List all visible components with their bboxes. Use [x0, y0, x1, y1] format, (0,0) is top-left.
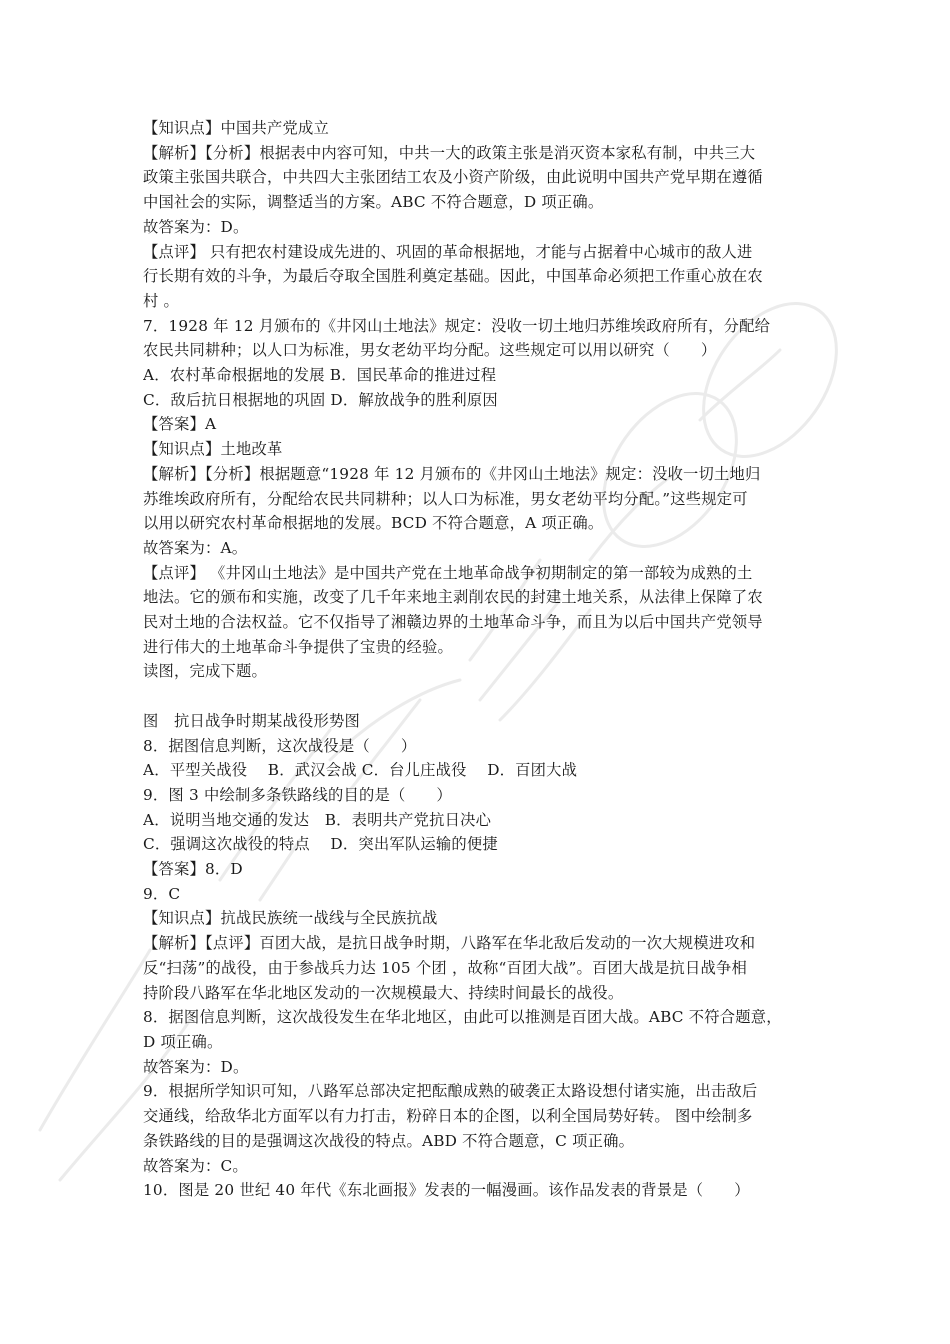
text-line: 读图，完成下题。: [143, 662, 267, 681]
text-line: 7．1928 年 12 月颁布的《井冈山土地法》规定：没收一切土地归苏维埃政府所有，分配给: [143, 316, 771, 335]
text-line: C．敌后抗日根据地的巩固 D．解放战争的胜利原因: [143, 390, 498, 409]
text-line: 【答案】A: [143, 415, 217, 434]
text-line: 反“扫荡”的战役，由于参战兵力达 105 个团 ，故称“百团大战”。百团大战是抗日战争相: [143, 958, 747, 977]
text-line: 行长期有效的斗争，为最后夺取全国胜利奠定基础。因此，中国革命必须把工作重心放在农: [143, 267, 763, 286]
text-line: 农民共同耕种；以人口为标准，男女老幼平均分配。这些规定可以用以研究（ ）: [143, 341, 717, 360]
text-line: 【解析】【分析】根据题意“1928 年 12 月颁布的《井冈山土地法》规定：没收一切土地归: [143, 464, 761, 483]
text-line: 持阶段八路军在华北地区发动的一次规模最大、持续时间最长的战役。: [143, 983, 624, 1002]
text-line: 故答案为：C。: [143, 1156, 248, 1175]
text-line: 以用以研究农村革命根据地的发展。BCD 不符合题意，A 项正确。: [143, 514, 604, 533]
text-line: 村 。: [143, 291, 180, 310]
text-line: 进行伟大的土地革命斗争提供了宝贵的经验。: [143, 637, 453, 656]
text-line: A．说明当地交通的发达 B．表明共产党抗日决心: [143, 810, 492, 829]
text-line: 苏维埃政府所有，分配给农民共同耕种；以人口为标准，男女老幼平均分配。”这些规定可: [143, 489, 748, 508]
text-line: A．平型关战役 B．武汉会战 C．台儿庄战役 D．百团大战: [143, 761, 578, 780]
text-line: 【答案】8．D: [143, 860, 243, 879]
text-line: 交通线，给敌华北方面军以有力打击，粉碎日本的企图，以利全国局势好转。 图中绘制多: [143, 1107, 753, 1126]
text-line: 【点评】 只有把农村建设成先进的、巩固的革命根据地，才能与占据着中心城市的敌人进: [143, 242, 753, 261]
text-line: 9．根据所学知识可知，八路军总部决定把酝酿成熟的破袭正太路设想付诸实施，出击敌后: [143, 1082, 758, 1101]
text-line: 民对土地的合法权益。它不仅指导了湘赣边界的土地革命斗争，而且为以后中国共产党领导: [143, 613, 763, 632]
text-line: 政策主张国共联合，中共四大主张团结工农及小资产阶级，由此说明中国共产党早期在遵循: [143, 168, 763, 187]
text-line: 条铁路线的目的是强调这次战役的特点。ABD 不符合题意，C 项正确。: [143, 1131, 635, 1150]
text-line: D 项正确。: [143, 1033, 223, 1051]
text-line: [143, 684, 811, 709]
text-line: 8．据图信息判断，这次战役是（ ）: [143, 736, 417, 755]
text-line: 【知识点】中国共产党成立: [143, 119, 329, 137]
text-line: 【解析】【分析】根据表中内容可知，中共一大的政策主张是消灭资本家私有制，中共三大: [143, 143, 756, 162]
text-line: 【知识点】抗战民族统一战线与全民族抗战: [143, 909, 438, 928]
text-line: 【解析】【点评】百团大战，是抗日战争时期，八路军在华北敌后发动的一次大规模进攻和: [143, 934, 756, 953]
text-line: 地法。它的颁布和实施，改变了几千年来地主剥削农民的封建土地关系，从法律上保障了农: [143, 588, 763, 607]
text-line: 【点评】 《井冈山土地法》是中国共产党在土地革命战争初期制定的第一部较为成熟的土: [143, 563, 753, 582]
text-line: 故答案为：D。: [143, 1057, 249, 1076]
text-line: 【知识点】土地改革: [143, 440, 283, 459]
text-line: 9．图 3 中绘制多条铁路线的目的是（ ）: [143, 785, 452, 804]
text-line: 故答案为：D。: [143, 217, 249, 236]
text-line: C．强调这次战役的特点 D．突出军队运输的便捷: [143, 835, 498, 854]
text-line: 故答案为：A。: [143, 538, 248, 557]
text-line: 中国社会的实际，调整适当的方案。ABC 不符合题意，D 项正确。: [143, 193, 604, 212]
document-body: [143, 116, 811, 1203]
text-line: 图 抗日战争时期某战役形势图: [143, 711, 360, 730]
text-line: 8．据图信息判断，这次战役发生在华北地区，由此可以推测是百团大战。ABC 不符合题意，: [143, 1008, 782, 1027]
text-line: 9．C: [143, 884, 181, 903]
text-line: 10．图是 20 世纪 40 年代《东北画报》发表的一幅漫画。该作品发表的背景是（ ）: [143, 1181, 750, 1200]
text-line: A．农村革命根据地的发展 B．国民革命的推进过程: [143, 366, 497, 385]
